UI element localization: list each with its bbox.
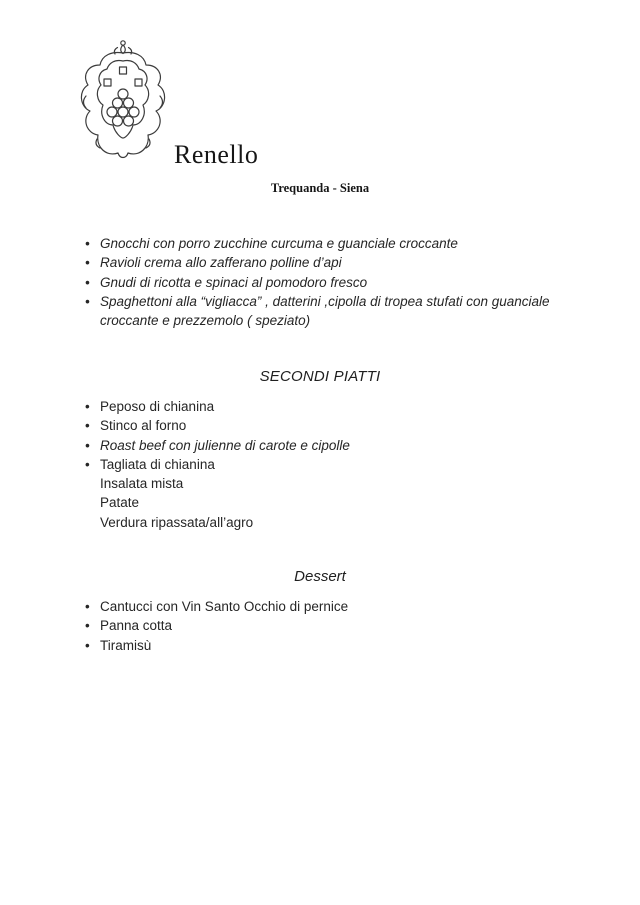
menu-item-text: Panna cotta: [100, 618, 173, 634]
menu-item: [85, 253, 563, 272]
menu-item-text: Gnudi di ricotta e spinaci al pomodoro fresco: [100, 274, 368, 290]
menu-item-text: Roast beef con julienne di carote e cipolle: [100, 437, 350, 453]
menu-item: [85, 616, 563, 635]
menu-item-text: Stinco al forno: [100, 418, 187, 434]
menu-item-text: Gnocchi con porro zucchine curcuma e guanciale croccante: [100, 236, 458, 251]
location-subtitle: Trequanda - Siena: [270, 181, 370, 195]
menu-item: [85, 455, 563, 474]
coat-of-arms-icon: [73, 36, 173, 178]
primi-list: [85, 234, 563, 330]
restaurant-title: Renello: [174, 140, 259, 169]
section-heading-dessert: Dessert: [294, 568, 346, 585]
secondi-list: [85, 397, 563, 532]
menu-item-text: Patate: [100, 495, 140, 511]
menu-item-text: Verdura ripassata/all’agro: [100, 514, 254, 530]
menu-item: [85, 636, 563, 655]
menu-item: [85, 436, 563, 455]
menu-item: [85, 234, 563, 253]
menu-item-text: Tiramisù: [100, 637, 152, 653]
menu-item-text: Insalata mista: [100, 476, 184, 492]
menu-item: [85, 597, 563, 616]
menu-item-text: Tagliata di chianina: [100, 456, 215, 472]
menu-item: [85, 397, 563, 416]
menu-item-text: Peposo di chianina: [100, 399, 215, 414]
menu-item-text: Spaghettoni alla “vigliacca” , datterini ,cipolla di tropea stufati con guanciale croccante e prezzemolo ( speziato): [100, 293, 550, 329]
dessert-list: [85, 597, 563, 655]
menu-item: [85, 493, 563, 512]
menu-item: [85, 292, 563, 331]
menu-item: [85, 273, 563, 292]
section-heading-secondi: SECONDI PIATTI: [259, 368, 381, 385]
menu-item: [85, 416, 563, 435]
menu-item-text: Cantucci con Vin Santo Occhio di pernice: [100, 599, 349, 614]
menu-item-text: Ravioli crema allo zafferano polline d’api: [100, 255, 342, 271]
menu-item: [85, 474, 563, 493]
menu-item: [85, 513, 563, 532]
